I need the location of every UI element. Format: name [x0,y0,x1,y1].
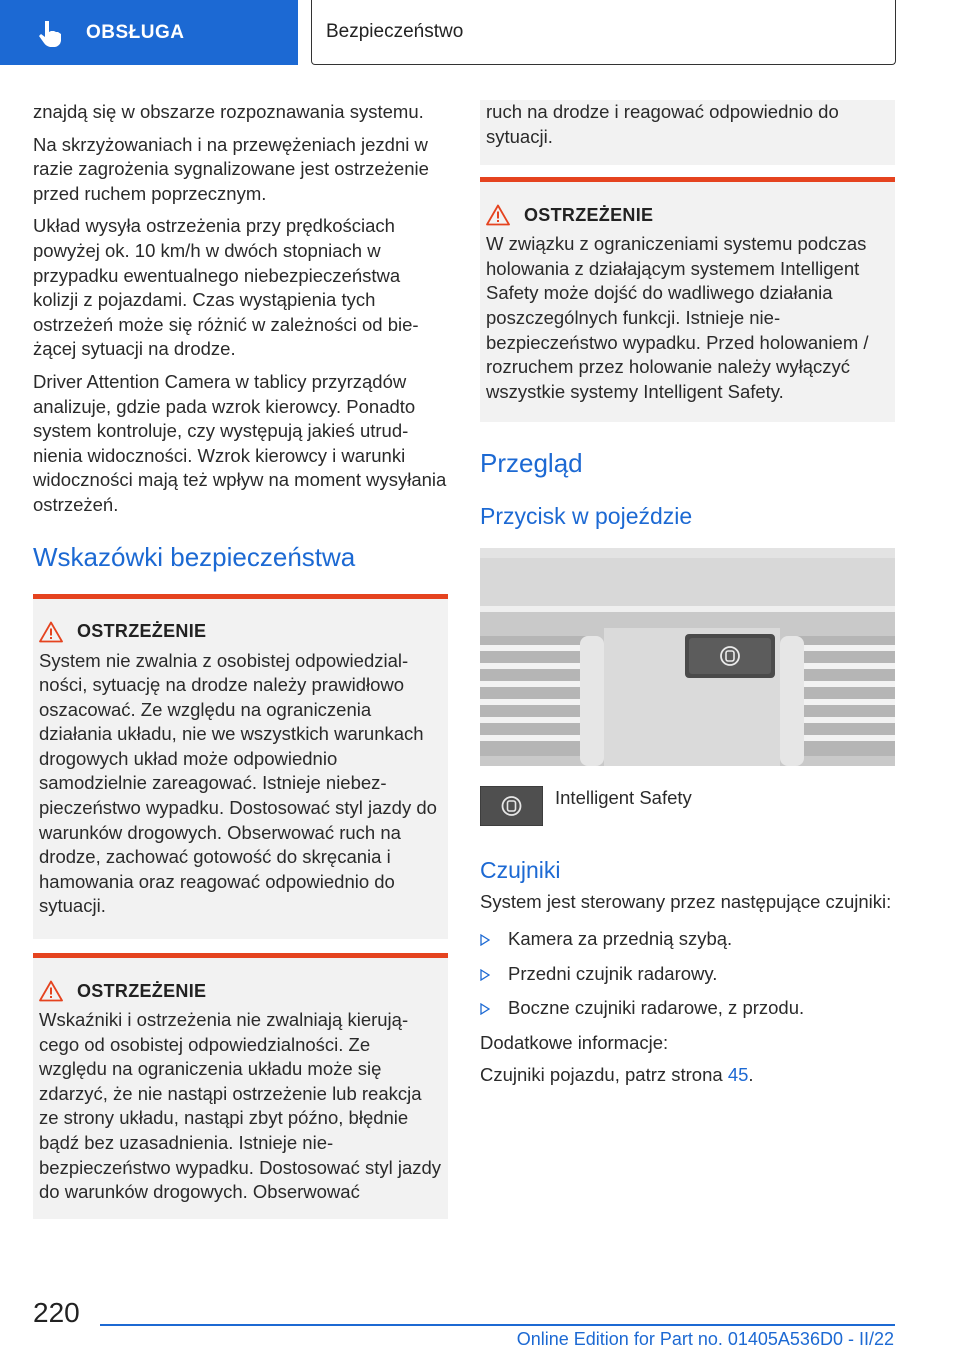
bullet-triangle-icon [480,934,490,946]
right-column [480,100,895,1096]
subsection-heading: Przycisk w pojeździe [480,503,693,530]
warning-triangle-icon [39,980,63,1002]
list-item: Przedni czujnik radarowy. [480,962,895,987]
list-item: Kamera za przednią szybą. [480,927,895,952]
warning-text: ruch na drodze i reagować odpowiednio do sytuacji. [486,101,839,147]
chapter-title: Bezpieczeństwo [326,21,464,42]
sensor-list [480,927,895,1021]
warning-box [33,594,448,940]
section-heading: Przegląd [480,448,583,479]
paragraph: znajdą się w obszarze rozpoznawania systemu. [33,101,424,122]
footer-divider [100,1324,895,1326]
hand-pointer-icon [36,18,66,48]
warning-text: W związku z ograniczeniami systemu podczas holowania z działającym systemem Intelligent Safety może dojść do wadliwego działania poszczególnych funkcji. Istnieje niebezpieczeństwo wypadku. Przed holowaniem / rozruchem przez holowanie należy wyłączyć wszystkie systemy Intelligent Safety. [486,233,869,402]
warning-continuation [480,100,895,165]
paragraph: Układ wysyła ostrzeżenia przy prędkościach powyżej ok. 10 km/h w dwóch stopniach w przypadku ewentualnego niebezpieczeństwa kolizji z pojazdami. Czas wystąpienia tych ostrzeżeń może się różnić w zależności od bieżącej sytuacji na drodze. [33,215,419,360]
dashboard-button-photo [480,548,895,766]
bullet-triangle-icon [480,969,490,981]
intelligent-safety-button-icon [480,786,543,826]
warning-text: Wskaźniki i ostrzeżenia nie zwalniają kierującego od osobistej odpowiedzialności. Ze względu na ograniczenia układu może się zdarzyć, że nie nastąpi ostrzeżenie lub reakcja ze strony układu, nastąpi zbyt późno, błędnie bądź bez uzasadnienia. Istnieje niebezpieczeństwo wypadku. Dostosować styl jazdy do warunków drogowych. Obserwować [39,1009,442,1203]
button-legend-label: Intelligent Safety [555,787,692,809]
warning-title: OSTRZEŻENIE [524,204,654,225]
section-heading: Wskazówki bezpieczeństwa [33,541,356,572]
paragraph: Dodatkowe informacje: [480,1031,669,1053]
button-legend [480,786,895,826]
page-link[interactable]: 45 [727,1064,749,1086]
chapter-header [311,0,896,65]
warning-title: OSTRZEŻENIE [77,621,207,641]
left-column [33,100,448,1219]
paragraph: Na skrzyżowaniach i na przewężeniach jezdni w razie zagrożenia sygnalizowane jest ostrzeżenie przed ruchem poprzecznym. [33,133,429,204]
warning-triangle-icon [486,204,510,226]
warning-box [33,953,448,1219]
section-label: OBSŁUGA [86,21,185,43]
subsection-heading: Czujniki [480,857,561,884]
warning-title: OSTRZEŻENIE [77,980,207,1001]
warning-box [480,177,895,422]
paragraph: System jest sterowany przez następujące czujniki: [480,891,892,913]
warning-text: System nie zwalnia z osobistej odpowiedzialności, sytuację na drodze należy prawidłowo oszacować. Ze względu na ograniczenia działania układu, nie we wszystkich warunkach drogowych układ może odpowiednio samodzielnie zareagować. Istnieje niebezpieczeństwo wypadku. Dostosować styl jazdy do warunków drogowych. Obserwować ruch na drodze, zachować gotowość do skręcania i hamowania oraz reagować odpowiednio do sytuacji. [39,649,437,917]
warning-triangle-icon [39,621,63,643]
cross-reference: Czujniki pojazdu, patrz strona 45. [480,1064,754,1086]
list-item: Boczne czujniki radarowe, z przodu. [480,996,895,1021]
page-number: 220 [33,1297,80,1328]
section-tab[interactable] [0,0,298,65]
bullet-triangle-icon [480,1003,490,1015]
paragraph: Driver Attention Camera w tablicy przyrządów analizuje, gdzie pada wzrok kierowcy. Ponadto system kontroluje, czy występują jakieś utrudnienia widoczności. Wzrok kierowcy i warunki widoczności mają też wpływ na moment wysyłania ostrzeżeń. [33,370,447,515]
edition-info: Online Edition for Part no. 01405A536D0 - II/22 [516,1329,894,1349]
